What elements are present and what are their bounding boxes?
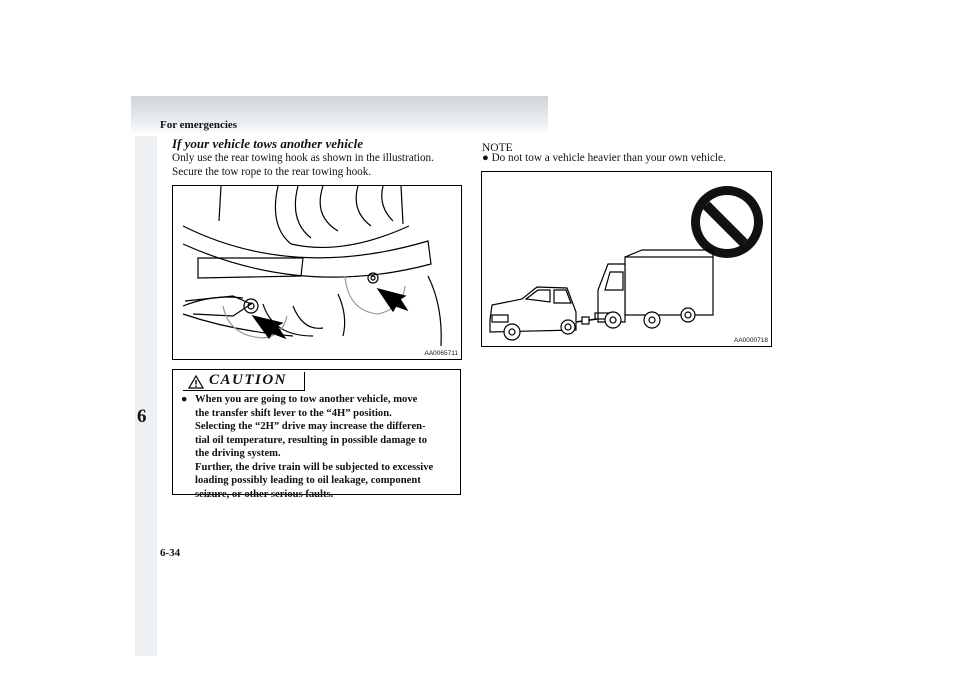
body-line: Only use the rear towing hook as shown in the illustration. [172, 152, 434, 164]
figure-code: AA0065711 [424, 350, 458, 357]
figure-code: AA0000718 [734, 337, 768, 344]
page-number: 6-34 [160, 547, 181, 559]
caution-line: Selecting the “2H” drive may increase the differen- [195, 421, 426, 432]
caution-line: tial oil temperature, resulting in possible damage to [195, 434, 428, 446]
body-line: Secure the tow rope to the rear towing hook. [172, 166, 372, 178]
caution-line: seizure, or other serious faults. [195, 488, 334, 500]
section-label: For emergencies [160, 119, 238, 131]
chapter-tab [135, 136, 157, 656]
section-body [172, 151, 462, 179]
towing-hook-drawing [173, 186, 461, 359]
caution-line: Further, the drive train will be subjected to excessive [195, 461, 434, 473]
towing-prohibited-illustration [481, 171, 772, 347]
note-text: Do not tow a vehicle heavier than your own vehicle. [491, 152, 726, 164]
section-title: If your vehicle tows another vehicle [172, 136, 364, 151]
bullet: ● [482, 152, 489, 164]
caution-text [181, 393, 453, 501]
bullet: ● [181, 394, 188, 405]
caution-box [172, 369, 461, 500]
note-item [482, 152, 726, 164]
caution-word: CAUTION [209, 372, 288, 388]
towing-prohibited-drawing [482, 172, 771, 346]
caution-line: When you are going to tow another vehicle, move [195, 394, 418, 405]
chapter-number: 6 [137, 406, 147, 427]
towing-hook-illustration [172, 185, 462, 360]
caution-heading [183, 372, 305, 391]
caution-line: loading possibly leading to oil leakage, component [195, 475, 421, 486]
note-label: NOTE [482, 142, 513, 154]
caution-line: the transfer shift lever to the “4H” position. [195, 407, 392, 419]
caution-line: the driving system. [195, 448, 281, 459]
warning-triangle-icon [188, 375, 204, 389]
